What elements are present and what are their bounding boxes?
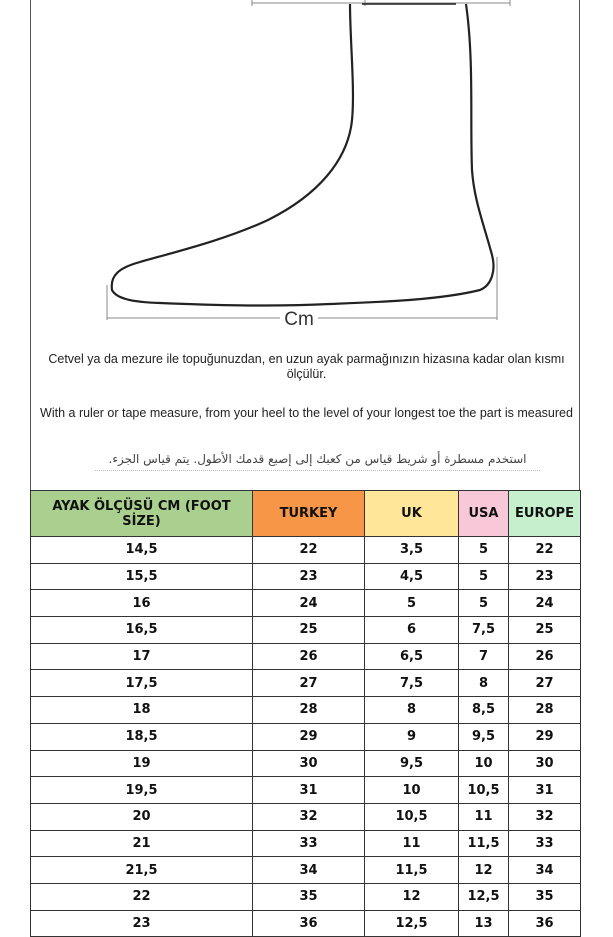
header-usa: USA xyxy=(459,491,509,537)
turkey-cell: 22 xyxy=(253,537,365,564)
europe-cell: 35 xyxy=(509,883,581,910)
instruction-english: With a ruler or tape measure, from your heel to the level of your longest toe the part is measured xyxy=(40,406,573,420)
measure-label: Cm xyxy=(284,309,314,330)
table-row xyxy=(31,617,581,644)
uk-cell: 7,5 xyxy=(365,670,459,697)
size-chart-table xyxy=(30,490,581,937)
europe-cell: 28 xyxy=(509,697,581,724)
turkey-cell: 33 xyxy=(253,830,365,857)
europe-cell: 29 xyxy=(509,723,581,750)
europe-cell: 26 xyxy=(509,643,581,670)
foot-size-cell: 20 xyxy=(31,803,253,830)
uk-cell: 5 xyxy=(365,590,459,617)
instruction-turkish: Cetvel ya da mezure ile topuğunuzdan, en uzun ayak parmağınızın hizasına kadar olan kısmı ölçülür. xyxy=(48,352,565,381)
usa-cell: 10,5 xyxy=(459,777,509,804)
uk-cell: 12 xyxy=(365,883,459,910)
table-row xyxy=(31,910,581,937)
turkey-cell: 35 xyxy=(253,883,365,910)
table-row xyxy=(31,563,581,590)
table-row xyxy=(31,723,581,750)
instruction-arabic: استخدم مسطرة أو شريط قياس من كعبك إلى إصبع قدمك الأطول. يتم قياس الجزء. xyxy=(95,452,540,471)
foot-size-cell: 21 xyxy=(31,830,253,857)
turkey-cell: 26 xyxy=(253,643,365,670)
europe-cell: 27 xyxy=(509,670,581,697)
uk-cell: 10,5 xyxy=(365,803,459,830)
turkey-cell: 28 xyxy=(253,697,365,724)
uk-cell: 8 xyxy=(365,697,459,724)
europe-cell: 25 xyxy=(509,617,581,644)
foot-outline xyxy=(112,4,494,306)
usa-cell: 8,5 xyxy=(459,697,509,724)
usa-cell: 13 xyxy=(459,910,509,937)
europe-cell: 30 xyxy=(509,750,581,777)
table-row xyxy=(31,777,581,804)
turkey-cell: 30 xyxy=(253,750,365,777)
turkey-cell: 24 xyxy=(253,590,365,617)
header-uk: UK xyxy=(365,491,459,537)
uk-cell: 6,5 xyxy=(365,643,459,670)
table-row xyxy=(31,830,581,857)
europe-cell: 34 xyxy=(509,857,581,884)
usa-cell: 5 xyxy=(459,537,509,564)
uk-cell: 9,5 xyxy=(365,750,459,777)
table-row xyxy=(31,857,581,884)
europe-cell: 36 xyxy=(509,910,581,937)
table-row xyxy=(31,803,581,830)
usa-cell: 12 xyxy=(459,857,509,884)
usa-cell: 7 xyxy=(459,643,509,670)
europe-cell: 31 xyxy=(509,777,581,804)
usa-cell: 12,5 xyxy=(459,883,509,910)
europe-cell: 22 xyxy=(509,537,581,564)
table-row xyxy=(31,697,581,724)
europe-cell: 33 xyxy=(509,830,581,857)
turkey-cell: 23 xyxy=(253,563,365,590)
foot-size-cell: 18,5 xyxy=(31,723,253,750)
turkey-cell: 27 xyxy=(253,670,365,697)
foot-size-cell: 14,5 xyxy=(31,537,253,564)
uk-cell: 3,5 xyxy=(365,537,459,564)
header-turkey: TURKEY xyxy=(253,491,365,537)
table-row xyxy=(31,670,581,697)
table-row xyxy=(31,750,581,777)
turkey-cell: 29 xyxy=(253,723,365,750)
foot-size-cell: 17 xyxy=(31,643,253,670)
turkey-cell: 36 xyxy=(253,910,365,937)
usa-cell: 5 xyxy=(459,590,509,617)
europe-cell: 32 xyxy=(509,803,581,830)
foot-size-cell: 16,5 xyxy=(31,617,253,644)
usa-cell: 10 xyxy=(459,750,509,777)
europe-cell: 24 xyxy=(509,590,581,617)
uk-cell: 10 xyxy=(365,777,459,804)
foot-size-cell: 19,5 xyxy=(31,777,253,804)
foot-size-cell: 23 xyxy=(31,910,253,937)
header-europe: EUROPE xyxy=(509,491,581,537)
europe-cell: 23 xyxy=(509,563,581,590)
uk-cell: 4,5 xyxy=(365,563,459,590)
foot-size-cell: 22 xyxy=(31,883,253,910)
uk-cell: 11 xyxy=(365,830,459,857)
uk-cell: 6 xyxy=(365,617,459,644)
uk-cell: 9 xyxy=(365,723,459,750)
usa-cell: 8 xyxy=(459,670,509,697)
usa-cell: 9,5 xyxy=(459,723,509,750)
usa-cell: 11 xyxy=(459,803,509,830)
table-row xyxy=(31,590,581,617)
table-row xyxy=(31,537,581,564)
turkey-cell: 32 xyxy=(253,803,365,830)
foot-size-cell: 17,5 xyxy=(31,670,253,697)
uk-cell: 12,5 xyxy=(365,910,459,937)
table-row xyxy=(31,643,581,670)
foot-size-cell: 18 xyxy=(31,697,253,724)
header-foot-size: AYAK ÖLÇÜSÜ CM (FOOT SİZE) xyxy=(31,491,253,537)
turkey-cell: 31 xyxy=(253,777,365,804)
foot-measure-illustration xyxy=(0,0,613,340)
usa-cell: 7,5 xyxy=(459,617,509,644)
foot-size-cell: 21,5 xyxy=(31,857,253,884)
uk-cell: 11,5 xyxy=(365,857,459,884)
foot-size-cell: 15,5 xyxy=(31,563,253,590)
table-header-row xyxy=(31,491,581,537)
table-row xyxy=(31,883,581,910)
usa-cell: 5 xyxy=(459,563,509,590)
foot-size-cell: 16 xyxy=(31,590,253,617)
turkey-cell: 25 xyxy=(253,617,365,644)
foot-size-cell: 19 xyxy=(31,750,253,777)
usa-cell: 11,5 xyxy=(459,830,509,857)
turkey-cell: 34 xyxy=(253,857,365,884)
